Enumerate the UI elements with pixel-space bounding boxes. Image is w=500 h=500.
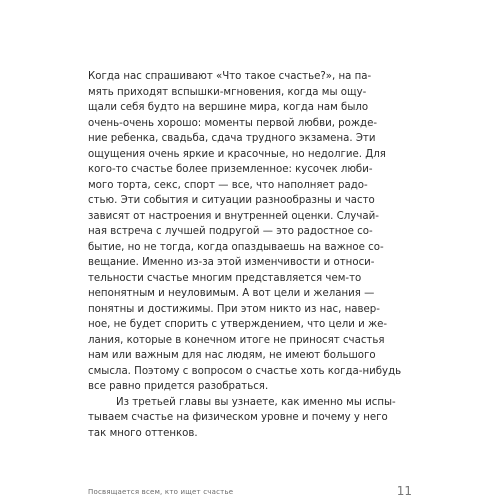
page-number: 11 bbox=[396, 484, 412, 498]
text-line: мять приходят вспышки-мгновения, когда мы ощу- bbox=[88, 86, 367, 98]
text-line: очень-очень хорошо: моменты первой любви, рожде- bbox=[88, 117, 378, 129]
text-line: лания, которые в конечном итоге не приносят счастья bbox=[88, 334, 385, 346]
text-line: так много оттенков. bbox=[88, 427, 198, 439]
header-line-1: рачи от 400. bbox=[102, 1, 179, 13]
text-line: понятны и достижимы. При этом никто из нас, навер- bbox=[88, 303, 380, 315]
text-line: ние ребенка, свадьба, сдача трудного экзамена. Эти bbox=[88, 133, 376, 144]
running-footer: Посвящается всем, кто ищет счастье bbox=[88, 488, 234, 496]
header-line-2: Мы же разобрались bbox=[88, 16, 213, 28]
text-line: кого-то счастье более приземленное: кусочек люби- bbox=[88, 164, 373, 175]
text-line: зависят от настроения и внутренней оценки. Случай- bbox=[88, 210, 379, 222]
text-line: все равно придется разобраться. bbox=[88, 381, 269, 392]
text-line: непонятным и неуловимым. А вот цели и желания — bbox=[88, 288, 375, 299]
text-line: смысла. Поэтому с вопросом о счастье хоть когда-нибудь bbox=[88, 365, 402, 377]
text-line: вещание. Именно из-за этой изменчивости и относи- bbox=[88, 257, 375, 268]
text-line: тываем счастье на физическом уровне и почему у него bbox=[88, 412, 388, 423]
text-line: ощущения очень яркие и красочные, но недолгие. Для bbox=[88, 148, 386, 160]
body-text bbox=[88, 69, 411, 441]
header-line-3: в самых важных и значимых вопросах, bbox=[88, 31, 330, 43]
text-line: тельности счастье многим представляется чем-то bbox=[88, 272, 362, 284]
text-line: бытие, но не тогда, когда опаздываешь на важное со- bbox=[88, 241, 384, 253]
page-footer bbox=[88, 486, 412, 500]
text-line: стью. Эти события и ситуации разнообразны и часто bbox=[88, 195, 375, 206]
text-line: щали себя будто на вершине мира, когда нам было bbox=[88, 102, 369, 113]
paragraph-1 bbox=[88, 69, 411, 395]
text-line: мого торта, секс, спорт — все, что наполняет радо- bbox=[88, 179, 368, 191]
text-line: ная встреча с лучшей подругой — это радостное со- bbox=[88, 226, 373, 237]
paragraph-2 bbox=[88, 395, 411, 442]
text-line: нам или важным для нас людям, не имеют большого bbox=[88, 350, 376, 361]
header-line-4: которые влияют на счастье bbox=[88, 46, 259, 58]
text-line: Когда нас спрашивают «Что такое счастье?», на па- bbox=[88, 71, 372, 82]
chapter-header bbox=[88, 0, 418, 60]
text-line: Из третьей главы вы узнаете, как именно мы испы- bbox=[116, 396, 396, 408]
text-line: ное, не будет спорить с утверждением, что цели и же- bbox=[88, 319, 388, 330]
